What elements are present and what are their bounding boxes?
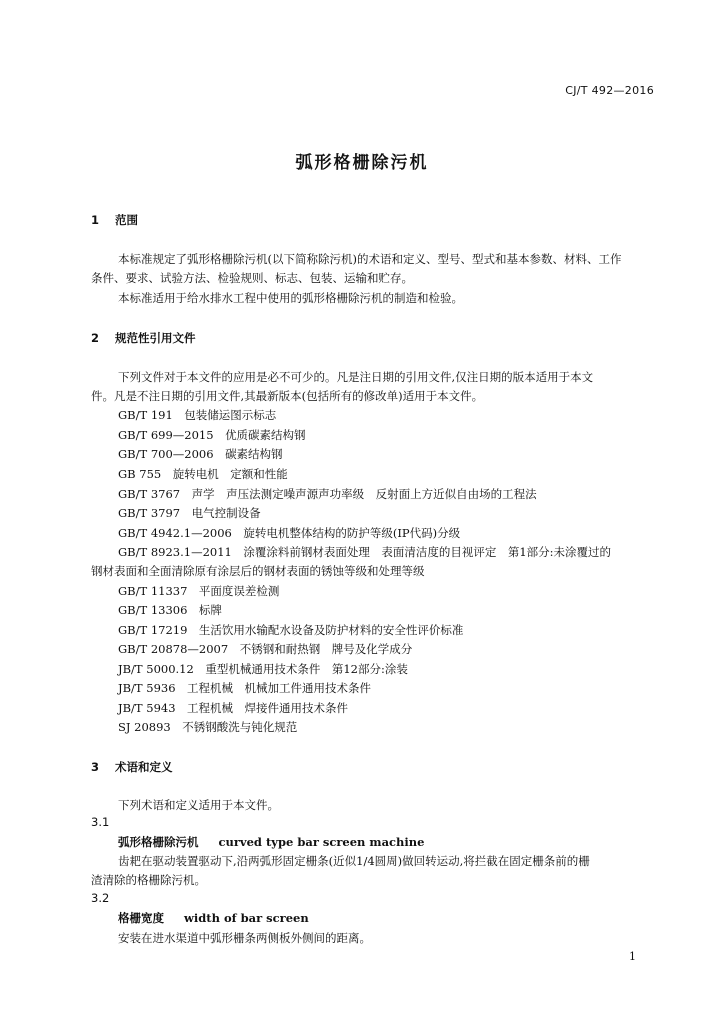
reference-code: GB/T 8923.1—2011	[118, 545, 232, 559]
term-chinese: 格栅宽度	[118, 911, 164, 925]
reference-code: GB/T 17219	[118, 623, 188, 637]
reference-code: GB 755	[118, 467, 162, 481]
references-intro-line-2: 件。凡是不注日期的引用文件,其最新版本(包括所有的修改单)适用于本文件。	[91, 389, 484, 403]
reference-title: 电气控制设备	[191, 506, 261, 520]
reference-continuation	[91, 563, 425, 579]
reference-code: SJ 20893	[118, 720, 171, 734]
section-3-heading	[91, 759, 173, 775]
reference-item	[118, 661, 408, 677]
reference-title: 优质碳素结构钢	[225, 428, 306, 442]
reference-item	[118, 525, 460, 541]
reference-item	[118, 719, 297, 735]
document-title: 弧形格栅除污机	[295, 153, 429, 173]
reference-item	[118, 622, 463, 638]
term-definition-line-1: 齿耙在驱动装置驱动下,沿两弧形固定栅条(近似1/4圆周)做回转运动,将拦截在固定栅条前的栅	[118, 854, 590, 868]
reference-item	[118, 427, 306, 443]
reference-title: 不锈钢酸洗与钝化规范	[182, 720, 298, 734]
reference-code: GB/T 3797	[118, 506, 181, 520]
reference-item	[118, 602, 222, 618]
reference-code: JB/T 5000.12	[118, 662, 194, 676]
reference-code: JB/T 5936	[118, 681, 176, 695]
reference-item	[118, 505, 261, 521]
reference-code: GB/T 4942.1—2006	[118, 526, 232, 540]
section-1-heading	[91, 212, 138, 228]
term-definition-line-2: 渣清除的格栅除污机。	[91, 873, 206, 887]
section-2-heading	[91, 330, 196, 346]
section-2-number: 2	[91, 331, 100, 345]
reference-title: 标牌	[198, 603, 222, 617]
reference-item	[118, 641, 412, 657]
section-1-title: 范围	[115, 213, 138, 227]
reference-title: 重型机械通用技术条件 第12部分:涂装	[205, 662, 408, 676]
reference-item	[118, 544, 611, 560]
term-chinese: 弧形格栅除污机	[118, 835, 199, 849]
scope-paragraph-2: 本标准适用于给水排水工程中使用的弧形格栅除污机的制造和检验。	[118, 291, 463, 305]
reference-item	[118, 407, 276, 423]
reference-item	[118, 466, 288, 482]
term-definition-line-1: 安装在进水渠道中弧形栅条两侧板外侧间的距离。	[118, 931, 371, 945]
term-entry	[118, 834, 424, 850]
references-intro-line-1: 下列文件对于本文件的应用是必不可少的。凡是注日期的引用文件,仅注日期的版本适用于本文	[118, 370, 594, 384]
reference-item	[118, 446, 283, 462]
reference-title: 钢材表面和全面清除原有涂层后的钢材表面的锈蚀等级和处理等级	[91, 564, 425, 578]
reference-title: 包装储运图示标志	[184, 408, 277, 422]
term-english: width of bar screen	[184, 911, 309, 925]
reference-item	[118, 700, 348, 716]
reference-title: 碳素结构钢	[225, 447, 283, 461]
reference-code: GB/T 11337	[118, 584, 188, 598]
reference-code: GB/T 699—2015	[118, 428, 214, 442]
reference-title: 工程机械 焊接件通用技术条件	[187, 701, 349, 715]
reference-code: JB/T 5943	[118, 701, 176, 715]
reference-title: 工程机械 机械加工件通用技术条件	[187, 681, 372, 695]
scope-paragraph-line-1: 本标准规定了弧形格栅除污机(以下简称除污机)的术语和定义、型号、型式和基本参数、材料、工作	[118, 252, 622, 266]
section-1-number: 1	[91, 213, 100, 227]
reference-item	[118, 583, 279, 599]
reference-code: GB/T 700—2006	[118, 447, 214, 461]
section-3-title: 术语和定义	[115, 760, 173, 774]
scope-paragraph-line-2: 条件、要求、试验方法、检验规则、标志、包装、运输和贮存。	[91, 271, 413, 285]
reference-title: 声学 声压法测定噪声源声功率级 反射面上方近似自由场的工程法	[191, 487, 537, 501]
standard-code: CJ/T 492—2016	[565, 84, 654, 97]
reference-title: 生活饮用水输配水设备及防护材料的安全性评价标准	[198, 623, 464, 637]
reference-title: 涂覆涂料前钢材表面处理 表面清洁度的目视评定 第1部分:未涂覆过的	[243, 545, 612, 559]
reference-title: 旋转电机 定额和性能	[172, 467, 288, 481]
reference-item	[118, 486, 537, 502]
section-3-number: 3	[91, 760, 100, 774]
term-entry	[118, 910, 309, 926]
reference-title: 平面度误差检测	[198, 584, 280, 598]
page-number: 1	[629, 950, 636, 963]
reference-title: 旋转电机整体结构的防护等级(IP代码)分级	[243, 526, 461, 540]
term-clause-number: 3.2	[91, 891, 110, 905]
terms-intro: 下列术语和定义适用于本文件。	[118, 798, 279, 812]
reference-title: 不锈钢和耐热钢 牌号及化学成分	[239, 642, 413, 656]
reference-code: GB/T 20878—2007	[118, 642, 229, 656]
section-2-title: 规范性引用文件	[115, 331, 196, 345]
reference-code: GB/T 191	[118, 408, 173, 422]
reference-item	[118, 680, 371, 696]
reference-code: GB/T 13306	[118, 603, 188, 617]
term-clause-number: 3.1	[91, 815, 110, 829]
term-english: curved type bar screen machine	[218, 835, 425, 849]
reference-code: GB/T 3767	[118, 487, 181, 501]
